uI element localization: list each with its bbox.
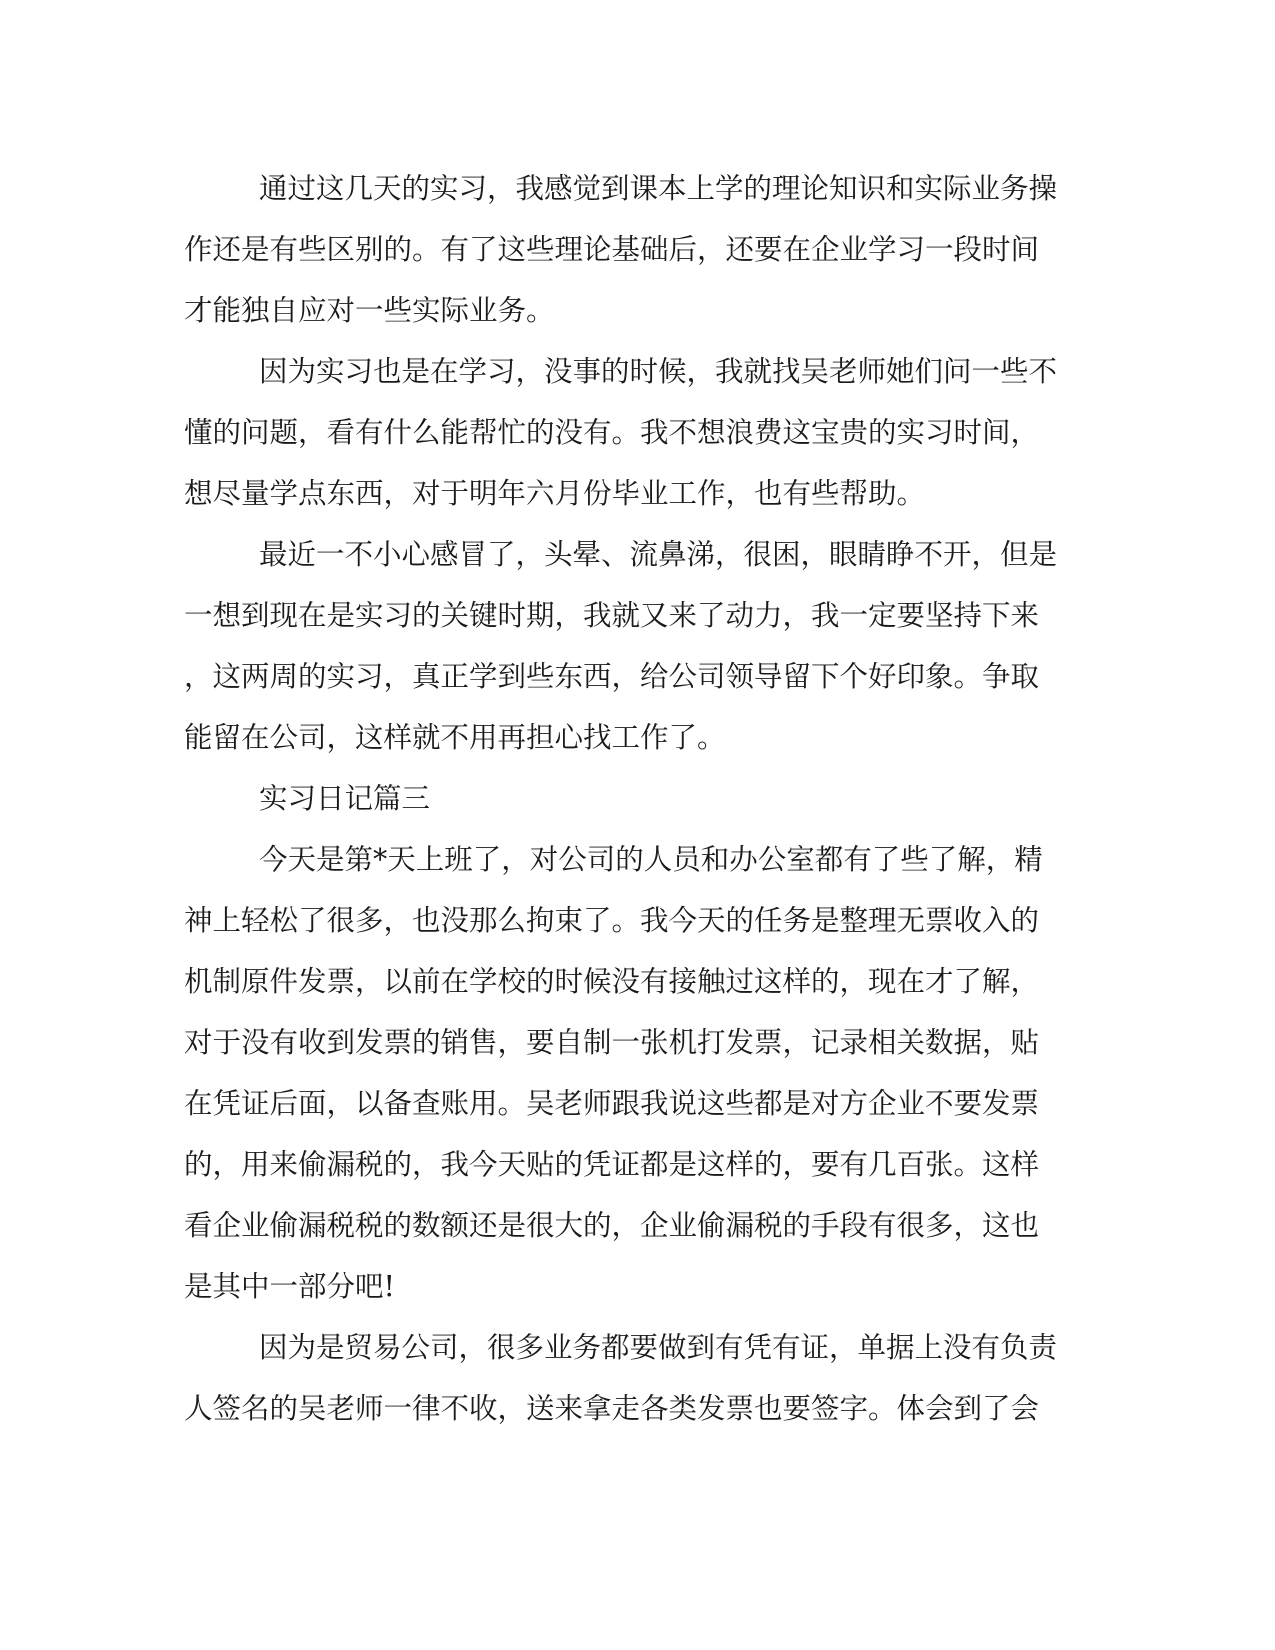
paragraph-4 bbox=[184, 829, 1084, 1317]
text-line: 在凭证后面，以备查账用。吴老师跟我说这些都是对方企业不要发票 bbox=[184, 1087, 1040, 1120]
paragraph-5 bbox=[184, 1317, 1084, 1439]
text-line: 能留在公司，这样就不用再担心找工作了。 bbox=[184, 721, 726, 754]
text-line: 的，用来偷漏税的，我今天贴的凭证都是这样的，要有几百张。这样 bbox=[184, 1148, 1040, 1181]
text-line: 因为实习也是在学习，没事的时候，我就找吴老师她们问一些不 bbox=[259, 355, 1058, 388]
paragraph-2 bbox=[184, 341, 1084, 524]
text-line: 才能独自应对一些实际业务。 bbox=[184, 294, 555, 327]
text-line: 看企业偷漏税税的数额还是很大的，企业偷漏税的手段有很多，这也 bbox=[184, 1209, 1040, 1242]
text-line: 人签名的吴老师一律不收，送来拿走各类发票也要签字。体会到了会 bbox=[184, 1392, 1040, 1425]
text-line: 今天是第*天上班了，对公司的人员和办公室都有了些了解，精 bbox=[259, 843, 1043, 876]
section-title: 实习日记篇三 bbox=[259, 782, 431, 815]
text-line: 是其中一部分吧! bbox=[184, 1270, 395, 1303]
text-line: ，这两周的实习，真正学到些东西，给公司领导留下个好印象。争取 bbox=[184, 660, 1040, 693]
paragraph-3 bbox=[184, 524, 1084, 768]
text-line: 最近一不小心感冒了，头晕、流鼻涕，很困，眼睛睁不开，但是 bbox=[259, 538, 1058, 571]
text-line: 想尽量学点东西，对于明年六月份毕业工作，也有些帮助。 bbox=[184, 477, 926, 510]
text-line: 一想到现在是实习的关键时期，我就又来了动力，我一定要坚持下来 bbox=[184, 599, 1040, 632]
text-line: 因为是贸易公司，很多业务都要做到有凭有证，单据上没有负责 bbox=[259, 1331, 1058, 1364]
text-line: 机制原件发票，以前在学校的时候没有接触过这样的，现在才了解， bbox=[184, 965, 1040, 998]
text-line: 神上轻松了很多，也没那么拘束了。我今天的任务是整理无票收入的 bbox=[184, 904, 1040, 937]
text-line: 懂的问题，看有什么能帮忙的没有。我不想浪费这宝贵的实习时间， bbox=[184, 416, 1040, 449]
text-line: 作还是有些区别的。有了这些理论基础后，还要在企业学习一段时间 bbox=[184, 233, 1040, 266]
document-body bbox=[184, 158, 1084, 1439]
section-heading bbox=[184, 768, 1084, 829]
text-line: 通过这几天的实习，我感觉到课本上学的理论知识和实际业务操 bbox=[259, 172, 1058, 205]
text-line: 对于没有收到发票的销售，要自制一张机打发票，记录相关数据，贴 bbox=[184, 1026, 1040, 1059]
paragraph-1 bbox=[184, 158, 1084, 341]
